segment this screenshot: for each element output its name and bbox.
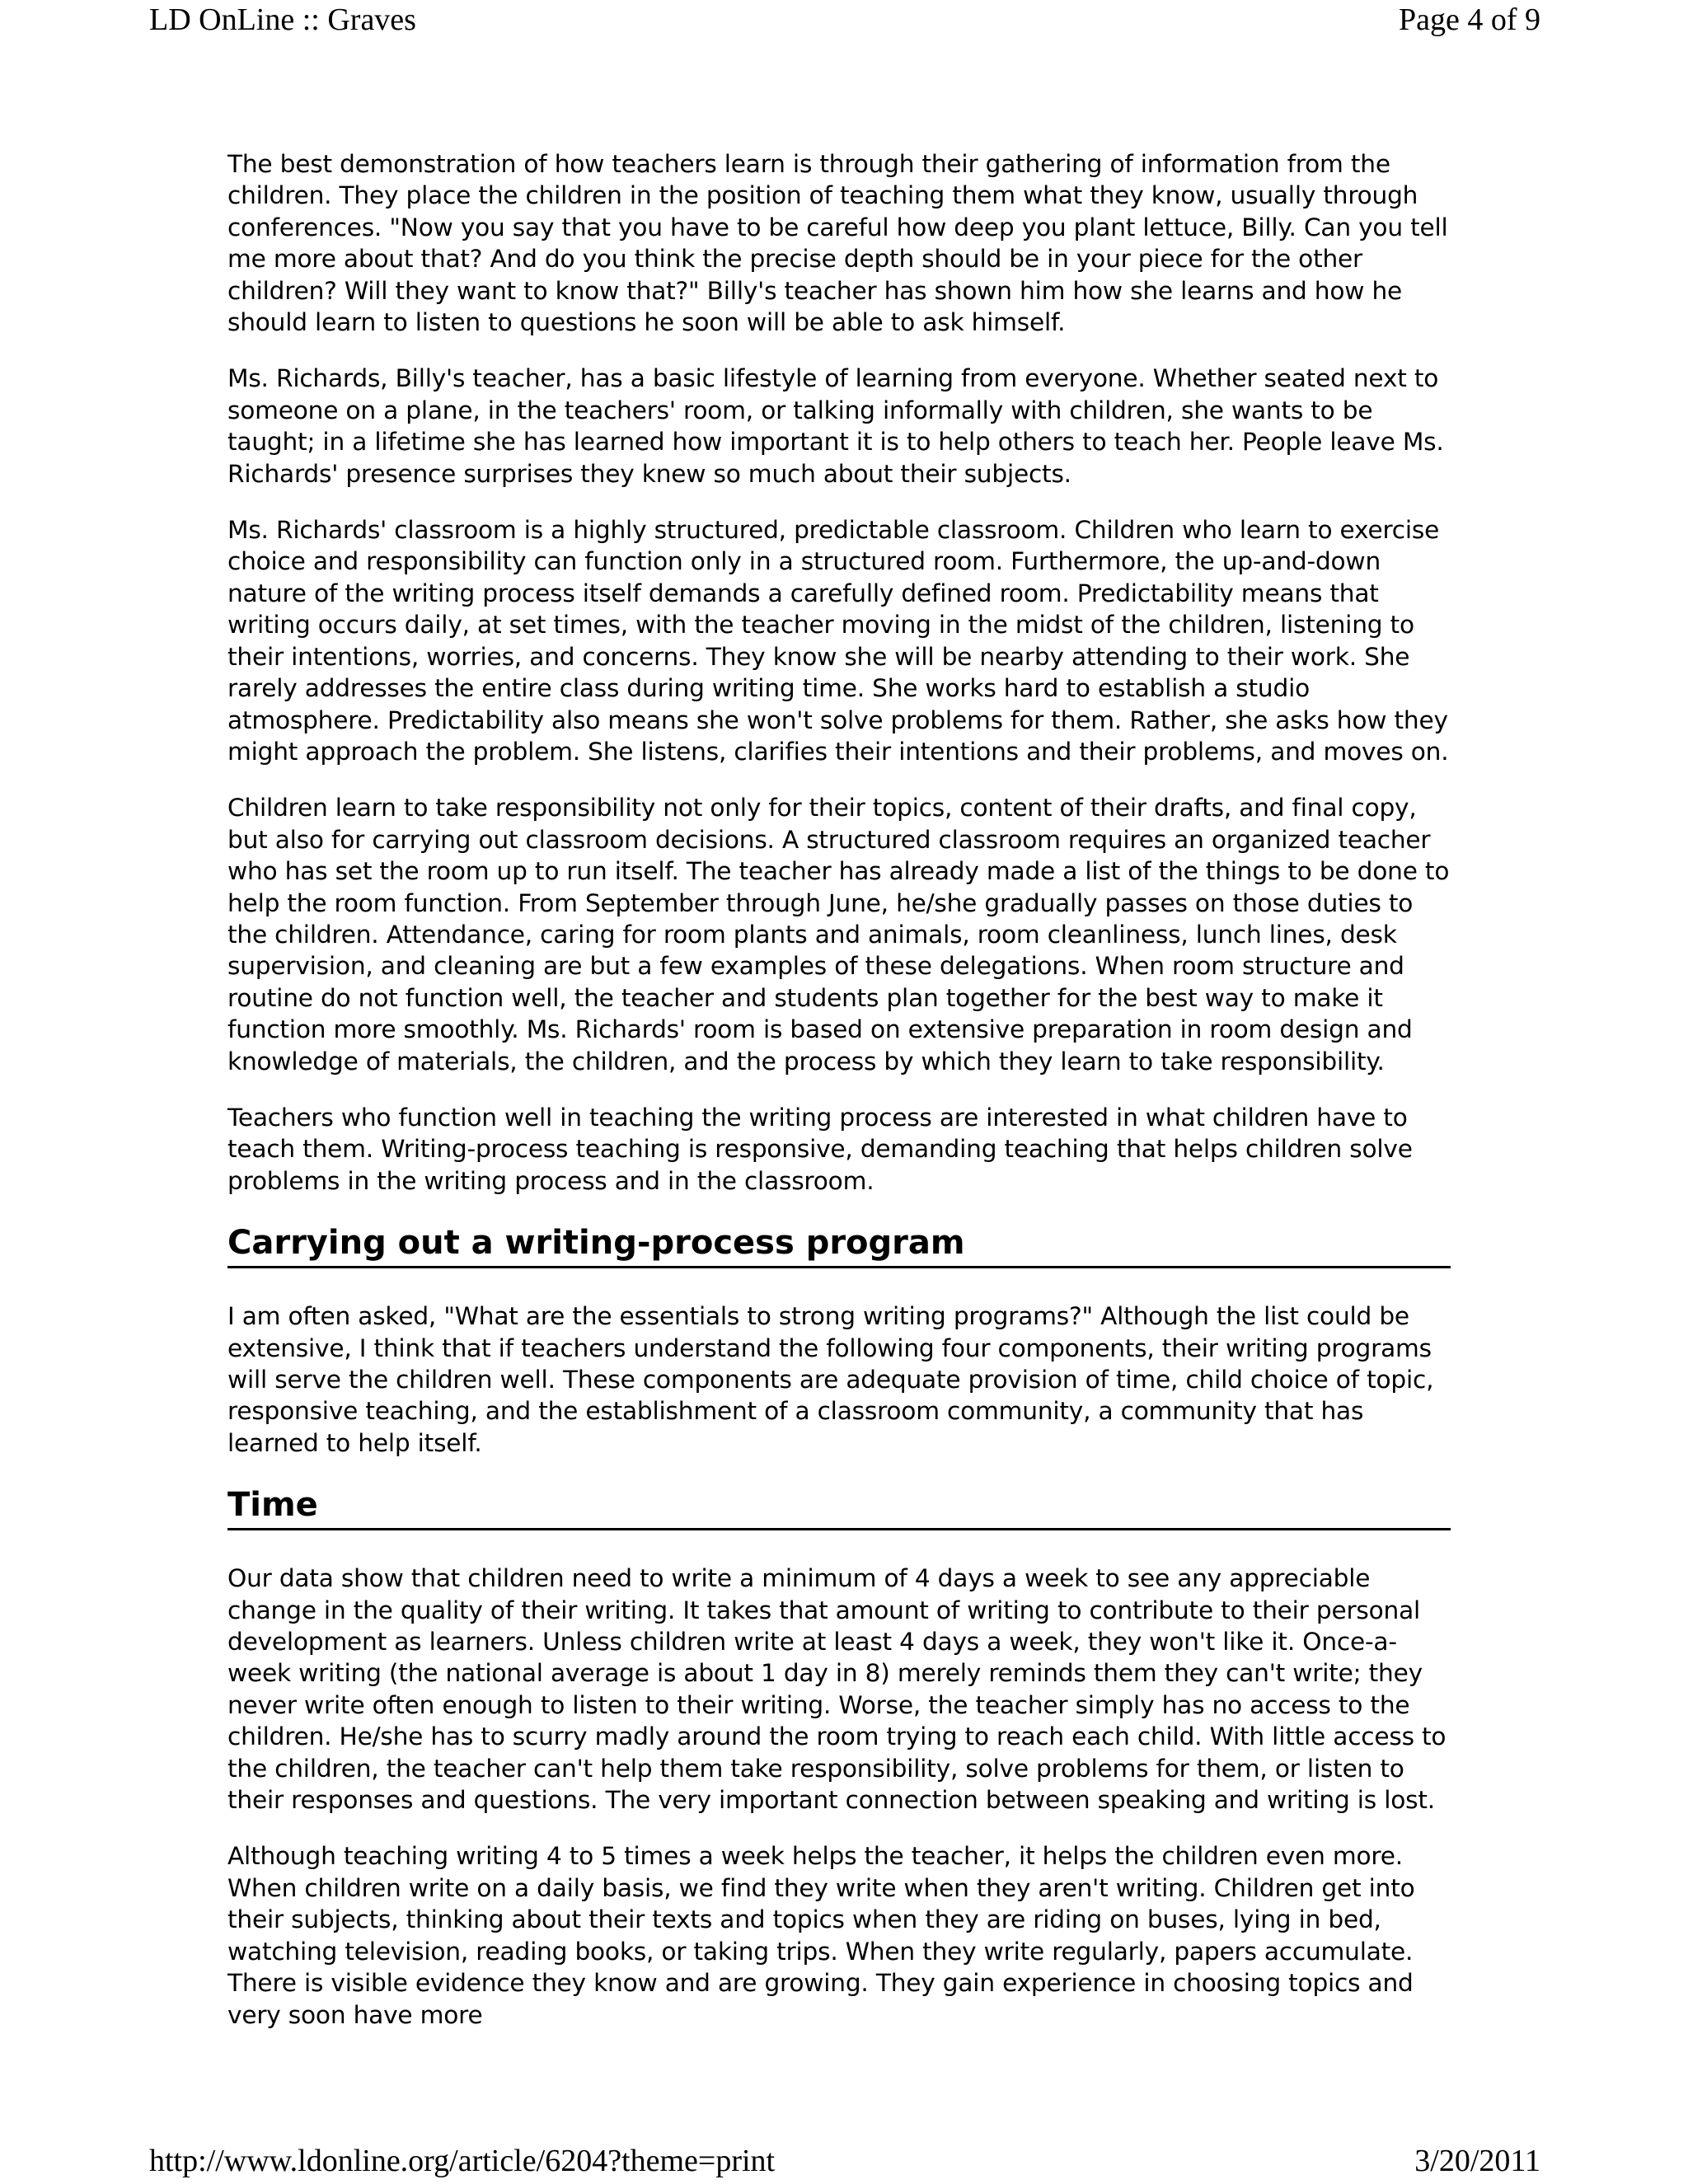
- paragraph: The best demonstration of how teachers learn is through their gathering of information from the children. They place the children in the position of teaching them what they know, usually through conferences. "Now you say that you have to be careful how deep you plant lettuce, Billy. Can you tell me more about that? And do you think the precise depth should be in your piece for the other children? Will they want to know that?" Billy's teacher has shown him how she learns and how he should learn to listen to questions he soon will be able to ask himself.: [227, 150, 1448, 337]
- section-heading-time: Time: [227, 1483, 1451, 1530]
- print-footer: [0, 2143, 1688, 2182]
- paragraph: Ms. Richards, Billy's teacher, has a basic lifestyle of learning from everyone. Whether seated next to someone on a plane, in the teachers' room, or talking informally with children, she wants to be taught; in a lifetime she has learned how important it is to help others to teach her. People leave Ms. Richards' presence surprises they knew so much about their subjects.: [227, 364, 1444, 488]
- section-heading-program: Carrying out a writing-process program: [227, 1221, 1451, 1268]
- article-body: [227, 148, 1451, 2055]
- page-url: http://www.ldonline.org/article/6204?theme=print: [149, 2144, 776, 2178]
- paragraph: Our data show that children need to write a minimum of 4 days a week to see any appreciable change in the quality of their writing. It takes that amount of writing to contribute to their personal development as learners. Unless children write at least 4 days a week, they won't like it. Once-a-week writing (the national average is about 1 day in 8) merely reminds them they can't write; they never write often enough to listen to their writing. Worse, the teacher simply has no access to the children. He/she has to scurry madly around the room trying to reach each child. With little access to the children, the teacher can't help them take responsibility, solve problems for them, or listen to their responses and questions. The very important connection between speaking and writing is lost.: [227, 1564, 1447, 1815]
- paragraph: Ms. Richards' classroom is a highly structured, predictable classroom. Children who learn to exercise choice and responsibility can function only in a structured room. Furthermore, the up-and-down nature of the writing process itself demands a carefully defined room. Predictability means that writing occurs daily, at set times, with the teacher moving in the midst of the children, listening to their intentions, worries, and concerns. They know she will be nearby attending to their work. She rarely addresses the entire class during writing time. She works hard to establish a studio atmosphere. Predictability also means she won't solve problems for them. Rather, she asks how they might approach the problem. She listens, clarifies their intentions and their problems, and moves on.: [227, 516, 1449, 766]
- paragraph: I am often asked, "What are the essentials to strong writing programs?" Although the list could be extensive, I think that if teachers understand the following four components, their writing programs will serve the children well. These components are adequate provision of time, child choice of topic, responsive teaching, and the establishment of a classroom community, a community that has learned to help itself.: [227, 1302, 1434, 1457]
- site-title: LD OnLine :: Graves: [149, 2, 416, 37]
- paragraph: Teachers who function well in teaching the writing process are interested in what children have to teach them. Writing-process teaching is responsive, demanding teaching that helps children solve problems in the writing process and in the classroom.: [227, 1103, 1413, 1195]
- print-date: 3/20/2011: [1414, 2144, 1540, 2178]
- page-indicator: Page 4 of 9: [1398, 2, 1540, 37]
- paragraph: Although teaching writing 4 to 5 times a week helps the teacher, it helps the children even more. When children write on a daily basis, we find they write when they aren't writing. Children get into their subjects, thinking about their texts and topics when they are riding on buses, lying in bed, watching television, reading books, or taking trips. When they write regularly, papers accumulate. There is visible evidence they know and are growing. They gain experience in choosing topics and very soon have more: [227, 1842, 1415, 2029]
- print-header: [0, 2, 1688, 41]
- paragraph: Children learn to take responsibility not only for their topics, content of their drafts, and final copy, but also for carrying out classroom decisions. A structured classroom requires an organized teacher who has set the room up to run itself. The teacher has already made a list of the things to be done to help the room function. From September through June, he/she gradually passes on those duties to the children. Attendance, caring for room plants and animals, room cleanliness, lunch lines, desk supervision, and cleaning are but a few examples of these delegations. When room structure and routine do not function well, the teacher and students plan together for the best way to make it function more smoothly. Ms. Richards' room is based on extensive preparation in room design and knowledge of materials, the children, and the process by which they learn to take responsibility.: [227, 794, 1450, 1076]
